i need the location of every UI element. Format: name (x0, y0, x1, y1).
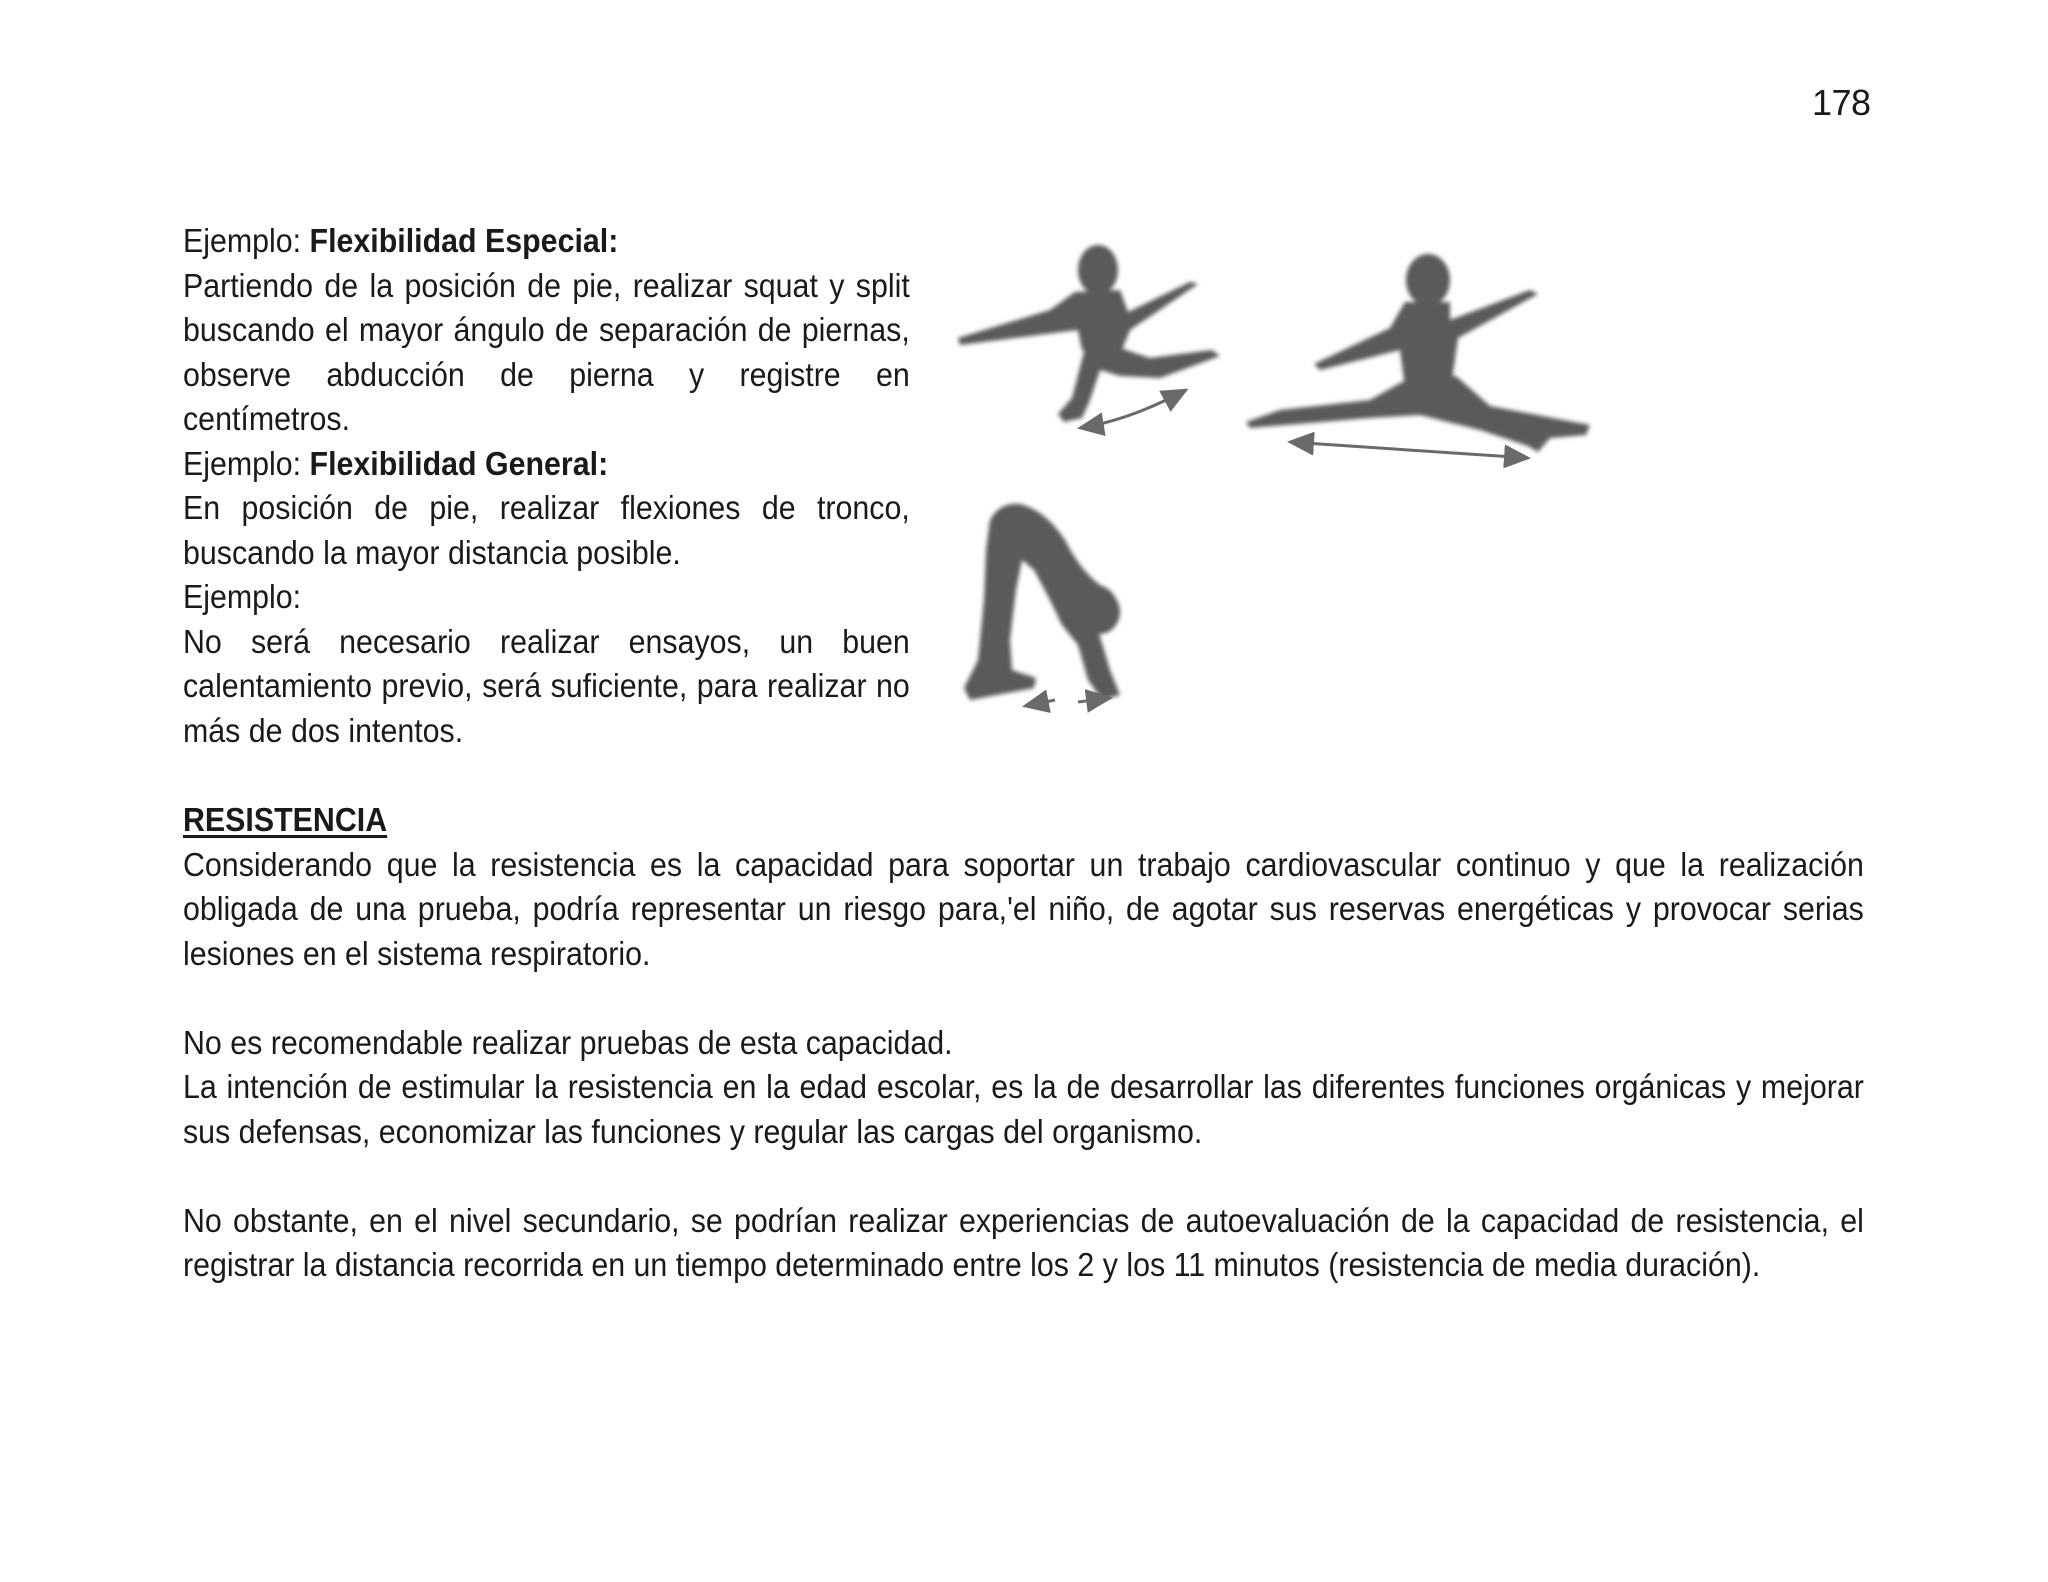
resistencia-paragraph-2: No es recomendable realizar pruebas de esta capacidad. (183, 1023, 953, 1061)
general-example-title (183, 442, 910, 487)
special-flexibility-label: Flexibilidad Especial: (309, 222, 619, 259)
wide-split-silhouette-icon (1246, 254, 1590, 452)
wide-split-distance-arrow-icon (1290, 442, 1528, 458)
special-example-text: Partiendo de la posición de pie, realizar squat y split buscando el mayor ángulo de separación de piernas, observe abducción de pierna y registre en centímetros. (183, 266, 910, 437)
split-silhouette-icon (958, 245, 1220, 422)
resistencia-paragraph-1: Considerando que la resistencia es la capacidad para soportar un trabajo cardiovascular continuo y que la realización obligada de una prueba, podría representar un riesgo para,'el niño, de agotar sus reservas energéticas y provocar serias lesiones en el sistema respiratorio. (183, 845, 1864, 972)
example-title: Ejemplo: (183, 578, 302, 615)
example-prefix: Ejemplo: (183, 222, 310, 259)
resistencia-paragraph-3: La intención de estimular la resistencia en la edad escolar, es la de desarrollar las diferentes funciones orgánicas y mejorar sus defensas, economizar las funciones y regular las cargas del organismo. (183, 1068, 1864, 1150)
flexibility-examples (183, 219, 910, 753)
resistencia-paragraph-4: No obstante, en el nivel secundario, se podrían realizar experiencias de autoevaluación de la capacidad de resistencia, el registrar la distancia recorrida en un tiempo determinado entre los 2 y los 11 minutos (resistencia de media duración). (183, 1201, 1864, 1283)
general-example-text: En posición de pie, realizar flexiones de tronco, buscando la mayor distancia posible. (183, 489, 910, 571)
flexibility-figure (950, 240, 1600, 720)
resistencia-section (183, 798, 1864, 1288)
general-flexibility-label: Flexibilidad General: (309, 444, 609, 482)
forward-bend-silhouette-icon (964, 504, 1120, 700)
split-distance-arrow-icon (1080, 390, 1186, 428)
example-text: No será necesario realizar ensayos, un buen calentamiento previo, será suficiente, para realizar no más de dos intentos. (183, 622, 910, 749)
page-number: 178 (1812, 82, 1871, 123)
special-example-title (183, 219, 910, 264)
bend-distance-arrow-icon (1025, 698, 1110, 706)
resistencia-heading: RESISTENCIA (183, 801, 388, 838)
example-prefix: Ejemplo: (183, 444, 310, 482)
